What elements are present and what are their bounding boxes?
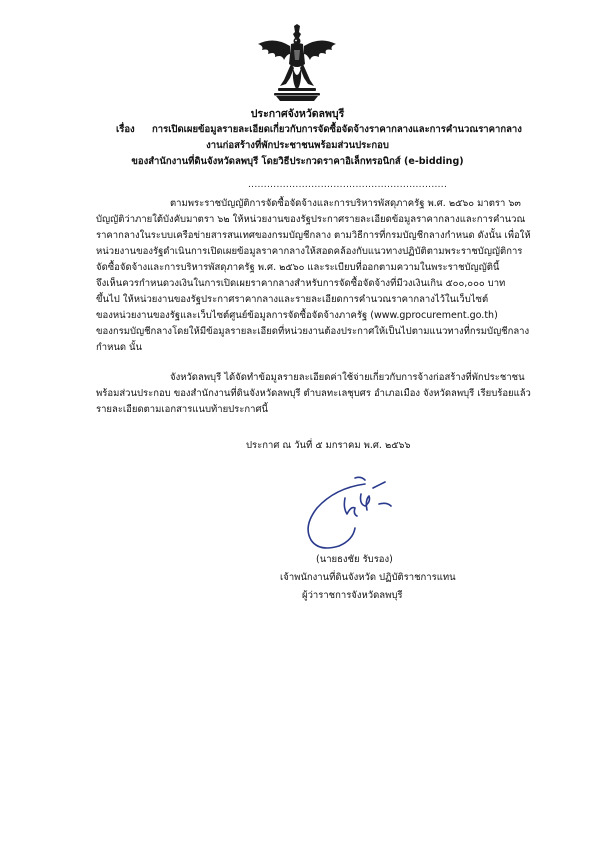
garuda-emblem-icon (254, 24, 340, 102)
paragraph-1-line: หน่วยงานของรัฐดำเนินการเปิดเผยข้อมูลราคากลางให้สอดคล้องกับแนวทางปฏิบัติตามพระราชบัญญัติการ (96, 246, 523, 257)
page-title: ประกาศจังหวัดลพบุรี (250, 108, 345, 120)
paragraph-1-line: ขึ้นไป ให้หน่วยงานของรัฐประกาศราคากลางและรายละเอียดการคำนวณราคากลางไว้ในเว็บไซต์ (96, 294, 489, 305)
title-divider: ............................................................... (248, 180, 448, 190)
paragraph-1-line: ของกรมบัญชีกลางโดยให้มีข้อมูลรายละเอียดที่หน่วยงานต้องประกาศให้เป็นไปตามแนวทางที่กรมบัญชีกลาง (96, 326, 530, 337)
handwritten-signature (295, 474, 405, 556)
signer-position-line-2: ผู้ว่าราชการจังหวัดลพบุรี (302, 590, 403, 601)
paragraph-1-line: บัญญัติว่าภายใต้บังคับมาตรา ๖๒ ให้หน่วยงานของรัฐประกาศรายละเอียดข้อมูลราคากลางและการคำนวณ (96, 214, 526, 225)
signer-name: (นายธงชัย รับรอง) (316, 554, 393, 565)
paragraph-1-line: ราคากลางในระบบเครือข่ายสารสนเทศของกรมบัญชีกลาง ตามวิธีการที่กรมบัญชีกลางกำหนด ดังนั้น เพื่อให้ (96, 230, 531, 241)
signer-position-line-1: เจ้าพนักงานที่ดินจังหวัด ปฏิบัติราชการแทน (280, 572, 456, 583)
subject-line-3: ของสำนักงานที่ดินจังหวัดลพบุรี โดยวิธีประกวดราคาอิเล็กทรอนิกส์ (e-bidding) (131, 156, 464, 167)
paragraph-1-line: กำหนด นั้น (96, 342, 143, 353)
paragraph-1-line: ตามพระราชบัญญัติการจัดซื้อจัดจ้างและการบริหารพัสดุภาครัฐ พ.ศ. ๒๕๖๐ มาตรา ๖๓ (170, 198, 521, 209)
subject-line-2: งานก่อสร้างที่พักประชาชนพร้อมส่วนประกอบ (206, 140, 389, 151)
paragraph-1-line: จึงเห็นควรกำหนดวงเงินในการเปิดเผยราคากลางสำหรับการจัดซื้อจัดจ้างที่มีวงเงินเกิน ๕๐๐,๐๐๐ บาท (96, 278, 506, 289)
announcement-date: ประกาศ ณ วันที่ ๕ มกราคม พ.ศ. ๒๕๖๖ (246, 440, 411, 451)
paragraph-2-line: พร้อมส่วนประกอบ ของสำนักงานที่ดินจังหวัดลพบุรี ตำบลทะเลชุบศร อำเภอเมือง จังหวัดลพบุรี เรียบร้อยแล้ว (96, 388, 531, 399)
paragraph-1-line: จัดซื้อจัดจ้างและการบริหารพัสดุภาครัฐ พ.ศ. ๒๕๖๐ และระเบียบที่ออกตามความในพระราชบัญญัตินี้ (96, 262, 500, 273)
subject-label: เรื่อง (116, 124, 135, 135)
paragraph-2-line: รายละเอียดตามเอกสารแนบท้ายประกาศนี้ (96, 404, 268, 415)
subject-line-1: การเปิดเผยข้อมูลรายละเอียดเกี่ยวกับการจัดซื้อจัดจ้างราคากลางและการคำนวณราคากลาง (152, 124, 522, 135)
paragraph-2-line: จังหวัดลพบุรี ได้จัดทำข้อมูลรายละเอียดค่าใช้จ่ายเกี่ยวกับการจ้างก่อสร้างที่พักประชาชน (170, 372, 525, 383)
paragraph-1-line: ของหน่วยงานของรัฐและเว็บไซต์ศูนย์ข้อมูลการจัดซื้อจัดจ้างภาครัฐ (www.gprocurement.go.th) (96, 310, 498, 321)
